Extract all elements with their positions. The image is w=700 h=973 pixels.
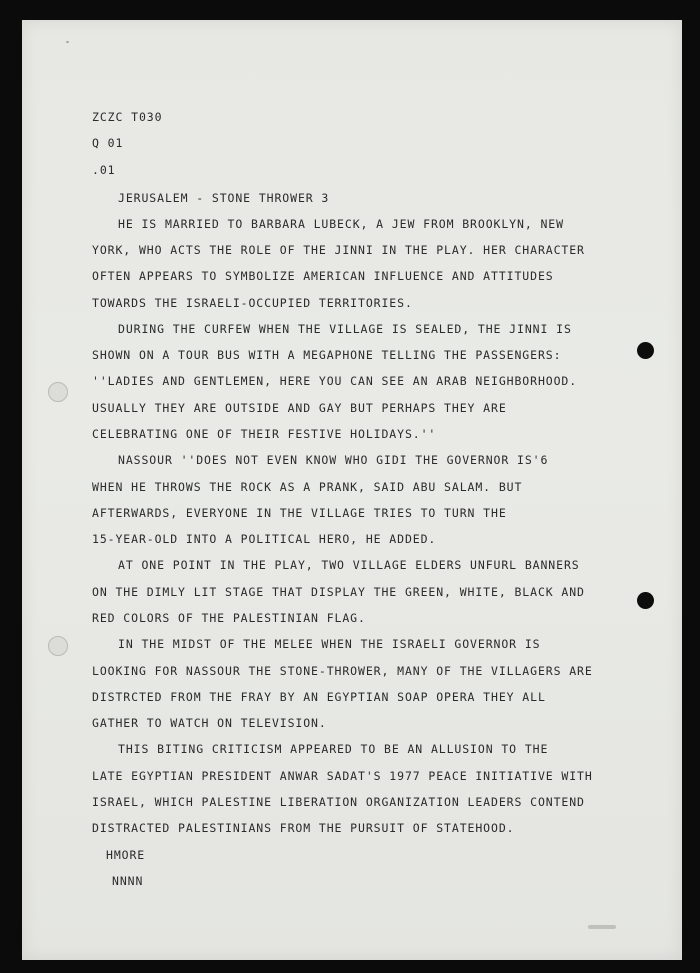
body-line: YORK, WHO ACTS THE ROLE OF THE JINNI IN THE PLAY. HER CHARACTER	[92, 243, 585, 257]
footer-line: NNNN	[112, 874, 144, 888]
body-line: AT ONE POINT IN THE PLAY, TWO VILLAGE ELDERS UNFURL BANNERS	[118, 558, 580, 572]
body-line: ISRAEL, WHICH PALESTINE LIBERATION ORGANIZATION LEADERS CONTEND	[92, 795, 585, 809]
body-line: RED COLORS OF THE PALESTINIAN FLAG.	[92, 611, 366, 625]
body-line: IN THE MIDST OF THE MELEE WHEN THE ISRAELI GOVERNOR IS	[118, 637, 541, 651]
body-line: NASSOUR ''DOES NOT EVEN KNOW WHO GIDI THE GOVERNOR IS'6	[118, 453, 549, 467]
body-line: OFTEN APPEARS TO SYMBOLIZE AMERICAN INFLUENCE AND ATTITUDES	[92, 269, 554, 283]
header-line: .01	[92, 163, 116, 177]
body-line: WHEN HE THROWS THE ROCK AS A PRANK, SAID ABU SALAM. BUT	[92, 480, 523, 494]
body-line: GATHER TO WATCH ON TELEVISION.	[92, 716, 327, 730]
body-line: LOOKING FOR NASSOUR THE STONE-THROWER, MANY OF THE VILLAGERS ARE	[92, 664, 593, 678]
body-line: CELEBRATING ONE OF THEIR FESTIVE HOLIDAYS.''	[92, 427, 437, 441]
body-line: AFTERWARDS, EVERYONE IN THE VILLAGE TRIES TO TURN THE	[92, 506, 507, 520]
body-line: TOWARDS THE ISRAELI-OCCUPIED TERRITORIES.	[92, 296, 413, 310]
paper-sheet	[22, 20, 682, 960]
header-line: Q 01	[92, 136, 124, 150]
body-line: DURING THE CURFEW WHEN THE VILLAGE IS SEALED, THE JINNI IS	[118, 322, 572, 336]
body-line: LATE EGYPTIAN PRESIDENT ANWAR SADAT'S 1977 PEACE INITIATIVE WITH	[92, 769, 593, 783]
body-line: ON THE DIMLY LIT STAGE THAT DISPLAY THE GREEN, WHITE, BLACK AND	[92, 585, 585, 599]
body-line: DISTRACTED PALESTINIANS FROM THE PURSUIT OF STATEHOOD.	[92, 821, 515, 835]
header-line: ZCZC T030	[92, 110, 163, 124]
typed-telex-text	[22, 20, 682, 960]
body-line: ''LADIES AND GENTLEMEN, HERE YOU CAN SEE AN ARAB NEIGHBORHOOD.	[92, 374, 578, 388]
body-line: 15-YEAR-OLD INTO A POLITICAL HERO, HE ADDED.	[92, 532, 437, 546]
body-line: HE IS MARRIED TO BARBARA LUBECK, A JEW FROM BROOKLYN, NEW	[118, 217, 564, 231]
footer-line: HMORE	[106, 848, 146, 862]
body-line: SHOWN ON A TOUR BUS WITH A MEGAPHONE TELLING THE PASSENGERS:	[92, 348, 562, 362]
body-line: THIS BITING CRITICISM APPEARED TO BE AN ALLUSION TO THE	[118, 742, 549, 756]
body-line: DISTRCTED FROM THE FRAY BY AN EGYPTIAN SOAP OPERA THEY ALL	[92, 690, 546, 704]
body-line: USUALLY THEY ARE OUTSIDE AND GAY BUT PERHAPS THEY ARE	[92, 401, 507, 415]
slug-line: JERUSALEM - STONE THROWER 3	[118, 191, 330, 205]
